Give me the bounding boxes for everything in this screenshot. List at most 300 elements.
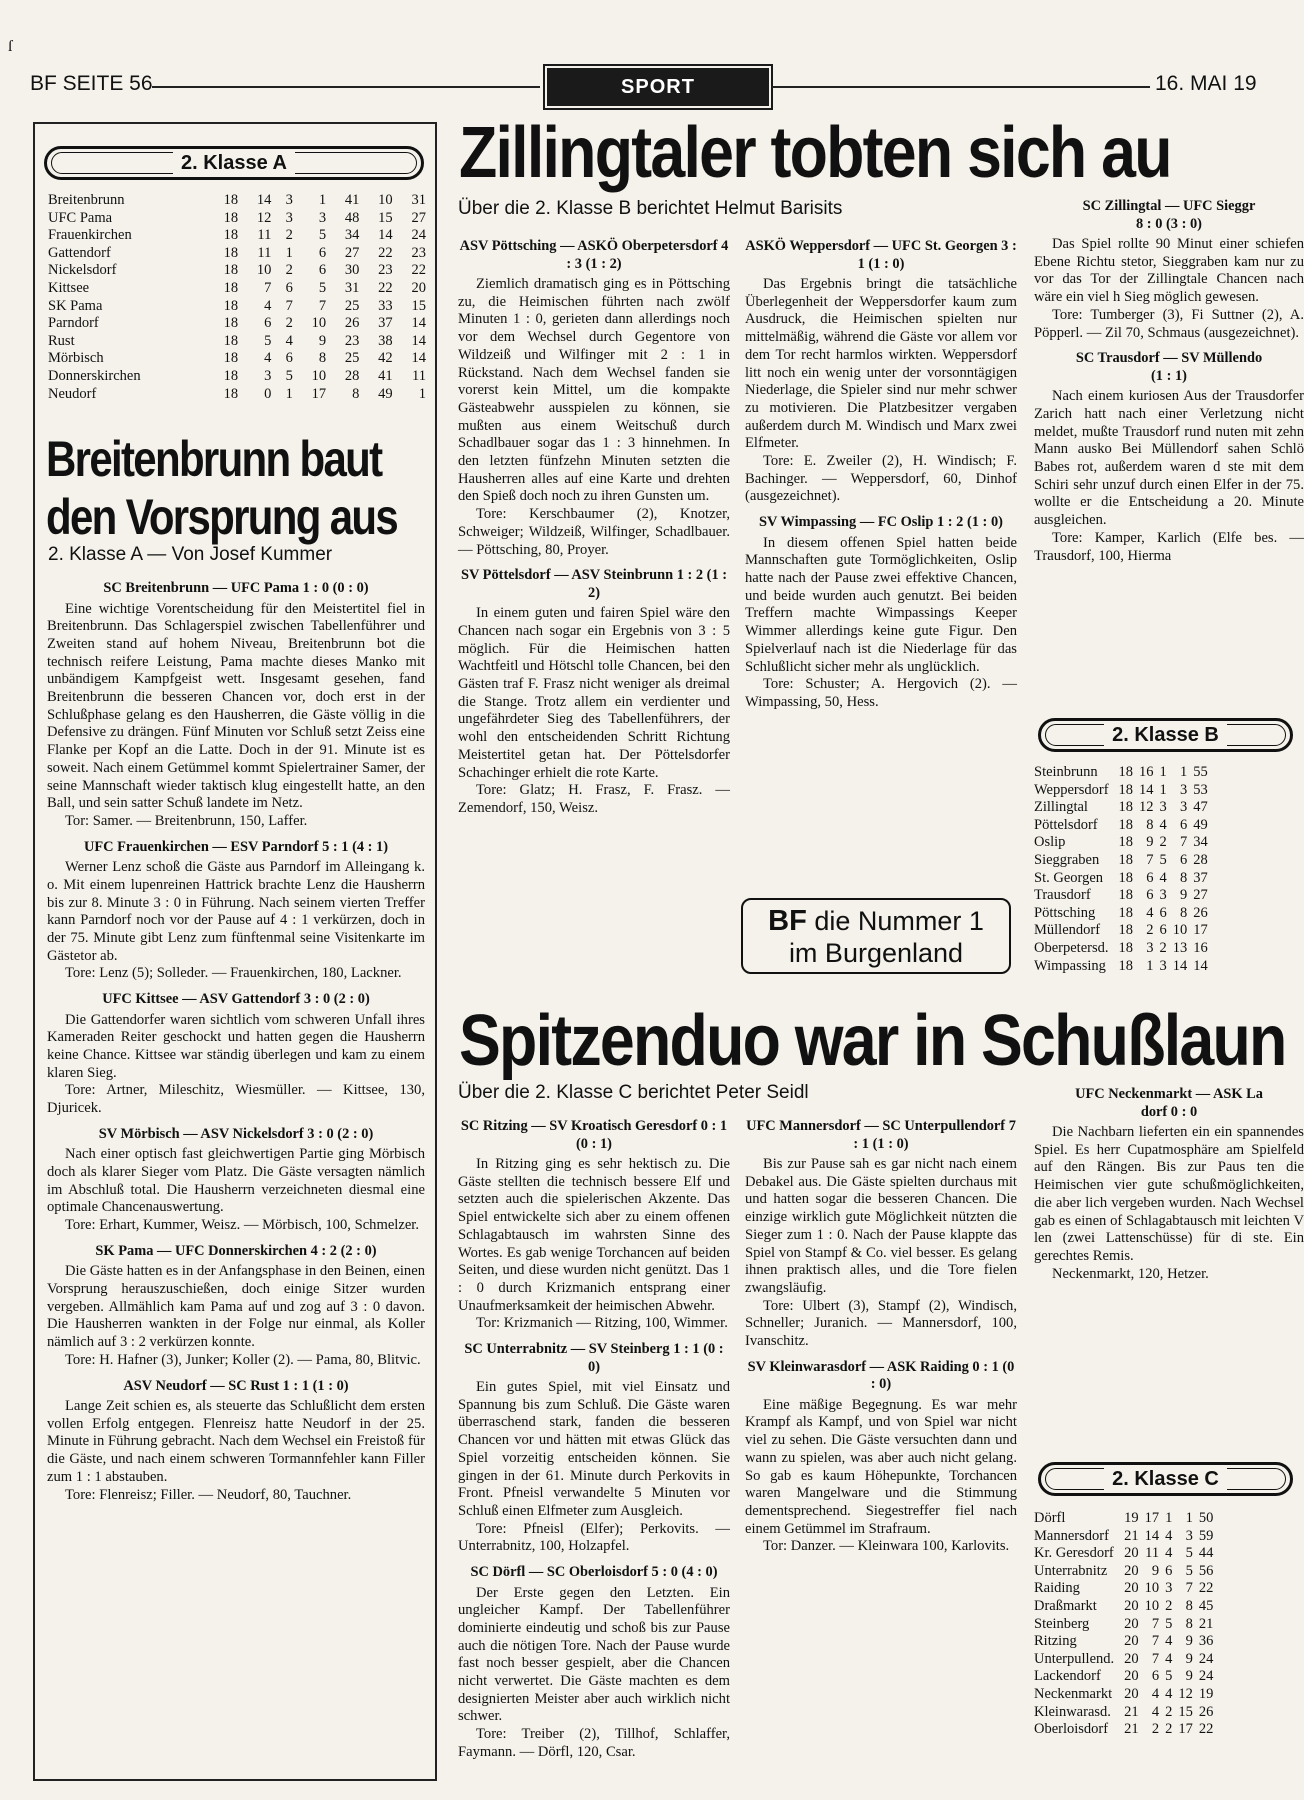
stat-cell: 25 — [344, 350, 360, 367]
stat-cell: 7 — [1151, 1650, 1160, 1667]
team-name: Sieggraben — [1034, 851, 1100, 868]
stat-cell: 8 — [1146, 816, 1154, 833]
team-name: Draßmarkt — [1034, 1597, 1097, 1614]
stat-cell: 9 — [1151, 1562, 1160, 1579]
stat-cell: 18 — [223, 315, 239, 332]
stat-cell: 5 — [1165, 1615, 1173, 1632]
stat-cell: 7 — [318, 297, 327, 314]
stat-cell: 4 — [285, 332, 293, 349]
stat-cell: 10 — [1144, 1580, 1160, 1597]
stat-cell: 3 — [285, 192, 293, 208]
stat-cell: 2 — [1165, 1721, 1173, 1738]
team-name: Dörfl — [1034, 1510, 1066, 1526]
match-scorers: Tore: Kerschbaumer (2), Knotzer, Schweiger; Wildzeiß, Wilfinger, Schadlbauer. — Pöttsching, 80, Proyer. — [458, 506, 730, 558]
stat-cell: 20 — [1124, 1668, 1139, 1685]
stat-cell: 4 — [1165, 1527, 1173, 1544]
stat-cell: 6 — [1159, 904, 1167, 921]
stat-cell: 9 — [1146, 834, 1154, 851]
table-row — [1034, 905, 1208, 923]
headline-a-line1: Breitenbrunn baut — [46, 431, 382, 487]
match-title: ASV Neudorf — SC Rust 1 : 1 (1 : 0) — [123, 1377, 349, 1394]
stat-cell: 3 — [264, 367, 272, 384]
stat-cell: 4 — [264, 297, 272, 314]
team-name: Ritzing — [1034, 1633, 1077, 1650]
stat-cell: 1 — [418, 385, 426, 402]
stat-cell: 12 — [256, 209, 272, 226]
table-row — [1034, 1598, 1213, 1616]
match-scorers: Tor: Danzer. — Kleinwara 100, Karlovits. — [763, 1538, 1010, 1555]
stat-cell: 6 — [1165, 1562, 1173, 1579]
match-report: Nach einer optisch fast gleichwertigen Partie ging Mörbisch doch als klarer Sieger vom Platz. Die Gäste versagten nämlich im Abschluß total. Die Hausherrn verzeichneten diesmal eine optimale Chancenauswertung. — [47, 1146, 425, 1216]
stat-cell: 1 — [1159, 781, 1167, 798]
stat-cell: 18 — [1118, 869, 1134, 886]
table-row — [1034, 887, 1208, 905]
match-scorers: Tore: Lenz (5); Solleder. — Frauenkirchen, 180, Lackner. — [65, 965, 402, 982]
stat-cell: 37 — [1193, 869, 1208, 886]
team-name: Steinbrunn — [1034, 764, 1098, 780]
stat-cell: 6 — [285, 350, 293, 367]
table-b-clip — [1030, 712, 1270, 984]
table-row — [48, 386, 426, 404]
stat-cell: 4 — [1159, 869, 1167, 886]
stat-cell: 1 — [285, 385, 293, 402]
stat-cell: 16 — [1139, 764, 1154, 780]
stat-cell: 18 — [1118, 939, 1134, 956]
stat-cell: 6 — [318, 262, 327, 279]
stat-cell: 22 — [1198, 1721, 1214, 1738]
stat-cell: 18 — [223, 279, 239, 296]
stat-cell: 18 — [1118, 922, 1134, 939]
match-scorers: Tore: H. Hafner (3), Junker; Koller (2). — Pama, 80, Blitvic. — [65, 1351, 421, 1368]
stat-cell: 9 — [1185, 1633, 1193, 1650]
stat-cell: 25 — [344, 297, 360, 314]
stat-cell: 22 — [378, 279, 393, 296]
stat-cell: 2 — [1151, 1721, 1160, 1738]
stat-cell: 49 — [1193, 816, 1208, 833]
stat-cell: 20 — [1124, 1597, 1139, 1614]
stat-cell: 12 — [1139, 799, 1154, 816]
stat-cell: 4 — [1165, 1685, 1173, 1702]
team-name: Pöttsching — [1034, 904, 1096, 921]
table-row — [1034, 1704, 1213, 1722]
article-b-column-1 — [458, 230, 730, 820]
match-scorers: Tore: Tumberger (3), Fi Suttner (2), A. Pöpperl. — Zil 70, Schmaus (ausgezeichnet). — [1034, 306, 1304, 341]
match-report: Bis zur Pause sah es gar nicht nach einem Debakel aus. Die Gäste spielten durchaus mit und hatten sogar die besseren Chancen. Die einzige wirklich gute Möglichkeit nützten die Sieger zum 1 : 0. Nach der Pause klappte das Spiel von Stampf & Co. viel besser. Es gelang ihnen praktisch alles, und die Tore fielen zwangsläufig. — [745, 1156, 1017, 1296]
stat-cell: 0 — [264, 385, 272, 402]
stat-cell: 10 — [378, 192, 393, 208]
stat-cell: 10 — [256, 262, 272, 279]
stat-cell: 6 — [1180, 851, 1188, 868]
match-title: SV Mörbisch — ASV Nickelsdorf 3 : 0 (2 : 0) — [98, 1125, 374, 1142]
match-title: SC Zillingtal — UFC Sieggr 8 : 0 (3 : 0) — [1082, 198, 1256, 232]
page-label: BF SEITE 56 — [30, 72, 153, 95]
table-row — [1034, 782, 1208, 800]
stat-cell: 1 — [1180, 764, 1188, 780]
standings-title-a: 2. Klasse A — [44, 146, 424, 180]
table-row — [48, 315, 426, 333]
stat-cell: 11 — [1145, 1545, 1160, 1562]
stat-cell: 13 — [1172, 939, 1188, 956]
stat-cell: 18 — [223, 209, 239, 226]
table-row — [1034, 1545, 1213, 1563]
match-report: In Ritzing ging es sehr hektisch zu. Die Gäste stellten die technisch bessere Elf und setzten auch die spielerischen Akzente. Das Spiel entwickelte sich aber zu einem offenen Schlagabtausch im wahrsten Sinne des Wortes. Es gab wenige Torchancen auf beiden Seiten, und diese wurden nicht genützt. Das 1 : 0 durch Krizmanich entsprang einer Unaufmerksamkeit der heimischen Abwehr. — [458, 1156, 730, 1314]
team-name: Donnerskirchen — [48, 367, 141, 384]
match-title: ASKÖ Weppersdorf — UFC St. Georgen 3 : 1 (1 : 0) — [745, 238, 1017, 272]
stat-cell: 44 — [1198, 1545, 1214, 1562]
match-scorers: Tore: Erhart, Kummer, Weisz. — Mörbisch, 100, Schmelzer. — [65, 1217, 420, 1234]
table-row — [48, 245, 426, 263]
stat-cell: 18 — [223, 385, 239, 402]
stat-cell: 19 — [1124, 1510, 1139, 1526]
match-report: Ein gutes Spiel, mit viel Einsatz und Spannung bis zum Schluß. Die Gäste waren überraschend stark, fanden die besseren Chancen vor und hätten mit etwas Glück das Spiel vorzeitig entscheiden können. Sie gingen in der 61. Minute durch Perkovits in Front. Pfneisl verwandelte 5 Minuten vor Schluß einen Elfmeter zum Ausgleich. — [458, 1379, 730, 1519]
stat-cell: 1 — [1146, 957, 1154, 974]
stat-cell: 3 — [1185, 1527, 1193, 1544]
stat-cell: 4 — [1165, 1545, 1173, 1562]
match-report: Nach einem kuriosen Aus der Trausdorfer Zarich hatt nach einer Verletzung nicht meldet, mußte Trausdorf rund nuten mit zehn Mann ausko Bei Müllendorf sahen Schlö Babes rot, außerdem waren d ste mit dem Schiri sehr unzuf durch einen Elfer in der 75. wollte er die Entscheidung a 20. Minute ausgleichen. — [1034, 388, 1304, 529]
stat-cell: 18 — [1118, 781, 1134, 798]
team-name: Steinberg — [1034, 1615, 1090, 1632]
article-b-col3-clip — [1030, 190, 1304, 730]
stat-cell: 24 — [1198, 1668, 1214, 1685]
stat-cell: 3 — [1159, 887, 1167, 904]
article-c-column-3 — [1034, 1078, 1304, 1285]
stat-cell: 4 — [1159, 816, 1167, 833]
table-row — [1034, 1563, 1213, 1581]
table-row — [1034, 1580, 1213, 1598]
stat-cell: 14 — [378, 227, 393, 244]
stat-cell: 4 — [1146, 904, 1154, 921]
stat-cell: 45 — [1198, 1597, 1214, 1614]
stat-cell: 18 — [1118, 799, 1134, 816]
section-badge: SPORT — [547, 68, 769, 106]
stat-cell: 30 — [344, 262, 360, 279]
stat-cell: 41 — [378, 367, 393, 384]
stat-cell: 50 — [1198, 1510, 1214, 1526]
stat-cell: 20 — [1124, 1545, 1139, 1562]
table-row — [1034, 1616, 1213, 1634]
match-report: Eine wichtige Vorentscheidung für den Meistertitel fiel in Breitenbrunn. Das Schlagerspiel zwischen Tabellenführer und Zweiten stand auf hohem Niveau, Breitenbrunn bot die technisch reifere Leistung, Pama machte dieses Manko mit unbändigem Kampfgeist wett. Insgesamt gesehen, fand Breitenbrunn die besseren Chancen vor, doch erst in der Schlußphase gelang es den Hausherren, die Gäste völlig in die Defensive zu drängen. Fünf Minuten vor Schluß setzt Zeiss eine Flanke per Kopf an die Latte. Doch in der 91. Minute ist es soweit. Nach einem Getümmel kommt Spielertrainer Samer, der seine Mannschaft wieder taktisch klug eingestellt hatte, an den Ball, und sein satter Schuß landete im Netz. — [47, 600, 425, 812]
stat-cell: 18 — [1118, 834, 1134, 851]
match-scorers: Tore: Kamper, Karlich (Elfe bes. — Trausdorf, 100, Hierma — [1034, 529, 1304, 564]
team-name: Lackendorf — [1034, 1668, 1101, 1685]
table-row — [48, 350, 426, 368]
match-report: Lange Zeit schien es, als steuerte das Schlußlicht dem ersten vollen Erfolg entgegen. Flenreisz hatte Neudorf in der 25. Minute in Führung gebracht. Nach dem Wechsel ein Freistoß für die Gäste, und nach einem schweren Tormannfehler kann Filler zum 1 : 1 abstauben. — [47, 1398, 425, 1485]
match-title: SV Kleinwarasdorf — ASK Raiding 0 : 1 (0 : 0) — [747, 1358, 1015, 1393]
stat-cell: 5 — [1185, 1562, 1193, 1579]
table-row — [1034, 1633, 1213, 1651]
stat-cell: 2 — [285, 315, 293, 332]
stat-cell: 17 — [1144, 1510, 1160, 1526]
team-name: St. Georgen — [1034, 869, 1104, 886]
stat-cell: 5 — [1165, 1668, 1173, 1685]
stat-cell: 10 — [311, 367, 327, 384]
match-title: SC Unterrabnitz — SV Steinberg 1 : 1 (0 : 0) — [464, 1341, 724, 1375]
promo-line2: im Burgenland — [788, 938, 964, 968]
headline-c: Spitzenduo war in Schußlaun — [459, 1001, 1286, 1081]
table-row — [1034, 1668, 1213, 1686]
match-scorers: Tore: Artner, Mileschitz, Wiesmüller. — Kittsee, 130, Djuricek. — [47, 1082, 425, 1117]
match-report: Das Ergebnis bringt die tatsächliche Überlegenheit der Weppersdorfer kaum zum Ausdruck, die Heimischen spielten nur mittelmäßig, während die Gäste vor allem vor dem Tor recht harmlos wirkten. Weppersdorf litt noch ein wenig unter der vorsonntägigen Niederlage, die Spieler sind nur mehr schwer zu motivieren. Die Platzbesitzer vergaben außerdem durch M. Windisch und Marx zwei Elfmeter. — [745, 276, 1017, 452]
team-name: Oberpetersd. — [1034, 939, 1109, 956]
stat-cell: 18 — [1118, 851, 1134, 868]
stat-cell: 31 — [411, 192, 426, 208]
stat-cell: 3 — [285, 209, 293, 226]
stat-cell: 18 — [223, 332, 239, 349]
stat-cell: 10 — [311, 315, 327, 332]
stat-cell: 33 — [378, 297, 393, 314]
stat-cell: 4 — [1151, 1703, 1160, 1720]
stat-cell: 20 — [1124, 1685, 1139, 1702]
stat-cell: 14 — [411, 350, 426, 367]
stat-cell: 23 — [378, 262, 393, 279]
match-title: UFC Mannersdorf — SC Unterpullendorf 7 : 1 (1 : 0) — [746, 1118, 1016, 1152]
stat-cell: 7 — [1151, 1615, 1160, 1632]
article-a-column — [47, 572, 425, 1506]
stat-cell: 5 — [318, 279, 327, 296]
stat-cell: 15 — [1178, 1703, 1193, 1720]
stat-cell: 12 — [1178, 1685, 1193, 1702]
stat-cell: 23 — [344, 332, 360, 349]
stat-cell: 18 — [1118, 816, 1134, 833]
table-row — [1034, 834, 1208, 852]
stat-cell: 1 — [1185, 1510, 1193, 1526]
standings-title-c: 2. Klasse C — [1038, 1462, 1293, 1496]
match-scorers: Tore: E. Zweiler (2), H. Windisch; F. Bachinger. — Weppersdorf, 60, Dinhof (ausgezeichnet). — [745, 453, 1017, 505]
stat-cell: 7 — [1146, 851, 1154, 868]
match-report: Ziemlich dramatisch ging es in Pöttsching zu, die Heimischen führten nach zwölf Minuten 1 : 0, gerieten dann allerdings noch vor dem Wechsel durch Gegentore von Wildzeiß und Wilfinger mit 2 : 1 in Rückstand. Nach dem Wechsel fanden sie vorerst kein Mittel, um die kompakte Gästeabwehr ausspielen zu können, sie mußten aus einem Weitschuß durch Schadlbauer sogar das 1 : 3 hinnehmen. In den letzten fünfzehn Minuten setzten die Hausherren alles auf eine Karte und drehten den Spieß doch noch zu ihren Gunsten um. — [458, 276, 730, 505]
table-row — [48, 210, 426, 228]
stat-cell: 10 — [1144, 1597, 1160, 1614]
team-name: Gattendorf — [48, 244, 111, 261]
headline-a-line2: den Vorsprung aus — [46, 489, 398, 545]
stat-cell: 6 — [1180, 816, 1188, 833]
stat-cell: 42 — [378, 350, 393, 367]
stat-cell: 10 — [1172, 922, 1188, 939]
stat-cell: 3 — [1146, 939, 1154, 956]
stat-cell: 7 — [1180, 834, 1188, 851]
team-name: Unterpullend. — [1034, 1650, 1115, 1667]
stat-cell: 22 — [378, 244, 393, 261]
stat-cell: 2 — [285, 262, 293, 279]
stat-cell: 28 — [344, 367, 360, 384]
stat-cell: 8 — [1180, 904, 1188, 921]
team-name: Wimpassing — [1034, 957, 1106, 974]
table-row — [1034, 1721, 1213, 1739]
table-row — [48, 333, 426, 351]
stat-cell: 6 — [318, 244, 327, 261]
match-title: SC Breitenbrunn — UFC Pama 1 : 0 (0 : 0) — [103, 580, 369, 596]
stat-cell: 7 — [1151, 1633, 1160, 1650]
match-report: Der Erste gegen den Letzten. Ein ungleicher Kampf. Der Tabellenführer dominierte eindeutig und schoß bis zur Pause auch die nötigen Tore. Nach der Pause wurde fast noch besser gespielt, aber die Chancen nicht verwertet. Die Gäste machten es dem designierten Meister aber auch wirklich nicht schwer. — [458, 1584, 730, 1725]
match-title: SC Ritzing — SV Kroatisch Geresdorf 0 : 1 (0 : 1) — [460, 1118, 728, 1152]
table-row — [48, 298, 426, 316]
stat-cell: 21 — [1198, 1615, 1214, 1632]
promo-box — [741, 898, 1011, 974]
stat-cell: 2 — [285, 227, 293, 244]
stat-cell: 20 — [411, 279, 426, 296]
stat-cell: 37 — [378, 315, 393, 332]
stat-cell: 27 — [411, 209, 426, 226]
stat-cell: 11 — [257, 244, 272, 261]
standings-table-a — [48, 192, 426, 403]
table-row — [1034, 1651, 1213, 1669]
stat-cell: 3 — [1165, 1580, 1173, 1597]
headline-b: Zillingtaler tobten sich au — [459, 113, 1171, 193]
stat-cell: 8 — [1185, 1615, 1193, 1632]
stat-cell: 7 — [264, 279, 272, 296]
stat-cell: 21 — [1124, 1703, 1139, 1720]
stat-cell: 48 — [344, 209, 360, 226]
team-name: Neckenmarkt — [1034, 1685, 1113, 1702]
stat-cell: 15 — [411, 297, 426, 314]
table-row — [1034, 799, 1208, 817]
table-row — [1034, 1686, 1213, 1704]
stat-cell: 9 — [1185, 1668, 1193, 1685]
stat-cell: 27 — [1193, 887, 1208, 904]
match-report: Werner Lenz schoß die Gäste aus Parndorf im Alleingang k. o. Mit einem lupenreinen Hattrick brachte Lenz die Hausherrn bis zur 8. Minute 3 : 0 in Führung. Nach seinem vierten Treffer kann Parndorf noch vor der Pause auf 4 : 1 verkürzen, doch in der 75. Minute gibt Lenz zum fünftenmal seine Visitenkarte im Gästetor ab. — [47, 859, 425, 964]
stat-cell: 36 — [1198, 1633, 1214, 1650]
team-name: Oberloisdorf — [1034, 1721, 1109, 1738]
promo-logo: BF — [768, 905, 807, 937]
table-row — [1034, 870, 1208, 888]
byline-a: 2. Klasse A — Von Josef Kummer — [48, 544, 333, 565]
stat-cell: 8 — [352, 385, 360, 402]
table-row — [1034, 1510, 1213, 1528]
header-rule-right — [772, 86, 1150, 88]
team-name: Mörbisch — [48, 350, 104, 367]
team-name: Weppersdorf — [1034, 781, 1109, 798]
team-name: Kittsee — [48, 279, 90, 296]
article-c-column-1 — [458, 1110, 730, 1764]
stat-cell: 14 — [1172, 957, 1188, 974]
match-scorers: Tor: Krizmanich — Ritzing, 100, Wimmer. — [476, 1315, 728, 1332]
standings-table-b — [1034, 764, 1208, 975]
stat-cell: 24 — [1198, 1650, 1214, 1667]
stat-cell: 11 — [257, 227, 272, 244]
team-name: Neudorf — [48, 385, 97, 402]
stat-cell: 26 — [344, 315, 360, 332]
stat-cell: 5 — [318, 227, 327, 244]
stat-cell: 11 — [412, 367, 426, 384]
article-b-column-2 — [745, 230, 1017, 714]
stat-cell: 9 — [1185, 1650, 1193, 1667]
stat-cell: 14 — [411, 315, 426, 332]
byline-c: Über die 2. Klasse C berichtet Peter Seidl — [458, 1082, 809, 1103]
match-report: Das Spiel rollte 90 Minut einer schiefen Ebene Richtu stetor, Sieggraben kam nur zu vor das Tor der Zillingtale Chancen nach wäre ein viel h Sieg möglich gewesen. — [1034, 236, 1304, 306]
stat-cell: 2 — [1146, 922, 1154, 939]
stat-cell: 1 — [285, 244, 293, 261]
stat-cell: 5 — [1159, 851, 1167, 868]
stat-cell: 20 — [1124, 1562, 1139, 1579]
article-c-col3-clip — [1030, 1078, 1304, 1458]
stat-cell: 2 — [1159, 834, 1167, 851]
team-name: Mannersdorf — [1034, 1527, 1109, 1544]
stat-cell: 1 — [1165, 1510, 1173, 1526]
stat-cell: 7 — [285, 297, 293, 314]
match-scorers: Tor: Samer. — Breitenbrunn, 150, Laffer. — [65, 812, 308, 829]
stat-cell: 5 — [285, 367, 293, 384]
stat-cell: 7 — [1185, 1580, 1193, 1597]
table-row — [48, 227, 426, 245]
table-row — [48, 280, 426, 298]
stat-cell: 20 — [1124, 1633, 1139, 1650]
stat-cell: 14 — [1144, 1527, 1160, 1544]
stat-cell: 5 — [1185, 1545, 1193, 1562]
stat-cell: 34 — [1193, 834, 1208, 851]
promo-line1: die Nummer 1 — [814, 906, 984, 936]
stat-cell: 9 — [318, 332, 327, 349]
stat-cell: 17 — [1178, 1721, 1193, 1738]
stat-cell: 4 — [1151, 1685, 1160, 1702]
table-row — [1034, 922, 1208, 940]
stat-cell: 18 — [223, 297, 239, 314]
team-name: Kleinwarasd. — [1034, 1703, 1111, 1720]
stat-cell: 2 — [1159, 939, 1167, 956]
team-name: Raiding — [1034, 1580, 1080, 1597]
stat-cell: 3 — [318, 209, 327, 226]
match-title: ASV Pöttsching — ASKÖ Oberpetersdorf 4 : 3 (1 : 2) — [459, 238, 729, 272]
match-report: Eine mäßige Begegnung. Es war mehr Krampf als Kampf, und von Spiel war nicht viel zu sehen. Die Gäste versuchten dann und wann zu spielen, was aber auch nicht gelang. So gab es kaum Höhepunkte, Torchancen waren Mangelware und die Stimmung dementsprechend. Siegestreffer fiel nach einem Getümmel im Strafraum. — [745, 1396, 1017, 1537]
article-c-column-2 — [745, 1110, 1017, 1558]
stat-cell: 6 — [285, 279, 293, 296]
match-title: UFC Frauenkirchen — ESV Parndorf 5 : 1 (4 : 1) — [83, 838, 389, 855]
headline-b-clip — [455, 112, 1270, 192]
stat-cell: 4 — [1165, 1633, 1173, 1650]
match-scorers: Tore: Flenreisz; Filler. — Neudorf, 80, Tauchner. — [65, 1486, 352, 1503]
team-name: SK Pama — [48, 297, 103, 314]
stat-cell: 27 — [344, 244, 360, 261]
stat-cell: 20 — [1124, 1615, 1139, 1632]
match-scorers: Tore: Schuster; A. Hergovich (2). — Wimpassing, 50, Hess. — [745, 676, 1017, 710]
stat-cell: 6 — [1146, 887, 1154, 904]
stat-cell: 14 — [256, 192, 272, 208]
stat-cell: 14 — [1193, 957, 1208, 974]
stat-cell: 31 — [344, 279, 360, 296]
stat-cell: 21 — [1124, 1721, 1139, 1738]
table-c-clip — [1030, 1456, 1270, 1796]
stat-cell: 34 — [344, 227, 360, 244]
stat-cell: 18 — [223, 350, 239, 367]
table-row — [1034, 1528, 1213, 1546]
stat-cell: 8 — [1180, 869, 1188, 886]
stat-cell: 22 — [411, 262, 426, 279]
stat-cell: 2 — [1165, 1703, 1173, 1720]
stat-cell: 1 — [1159, 764, 1167, 780]
stat-cell: 56 — [1198, 1562, 1214, 1579]
stat-cell: 26 — [1198, 1703, 1214, 1720]
table-row — [48, 262, 426, 280]
stat-cell: 17 — [311, 385, 327, 402]
match-title: UFC Neckenmarkt — ASK La dorf 0 : 0 — [1075, 1086, 1263, 1120]
table-row — [1034, 852, 1208, 870]
team-name: Rust — [48, 332, 75, 349]
stat-cell: 22 — [1198, 1580, 1214, 1597]
match-title: SK Pama — UFC Donnerskirchen 4 : 2 (2 : 0) — [95, 1242, 377, 1259]
match-report: Die Gäste hatten es in der Anfangsphase in den Beinen, einen Vorsprung herauszuschießen, doch einige Sitzer wurden vergeben. Allmählich kam Pama auf und zog auf 3 : 0 davon. Die Hausherren wankten in der Folge nur einmal, als Koller nämlich auf 3 : 2 verkürzen konnte. — [47, 1263, 425, 1351]
stat-cell: 6 — [1159, 922, 1167, 939]
stat-cell: 21 — [1124, 1527, 1139, 1544]
match-report: Die Gattendorfer waren sichtlich vom schweren Unfall ihres Kameraden Reiter geschockt und hatten gegen die Hausherrn keine Chance. Kittsee war ständig überlegen und kam zu einem klaren Sieg. — [47, 1011, 425, 1081]
stat-cell: 24 — [411, 227, 426, 244]
stat-cell: 2 — [1165, 1597, 1173, 1614]
match-title: SC Trausdorf — SV Müllendo (1 : 1) — [1075, 350, 1263, 384]
match-scorers: Tore: Ulbert (3), Stampf (2), Windisch, Schneller; Juranich. — Mannersdorf, 100, Ivanschitz. — [745, 1297, 1017, 1350]
match-report: Die Nachbarn lieferten ein ein spannendes Spiel. Es herr Cupatmosphäre am Spielfeld auf den Rängen. Bis zur Paus ten die Heimischen vier gute schußmöglichkeiten, die aber lich vergeben wurden. Nach Wechsel gab es einen of Schlagabtausch mit leichten V len (zwei Lattenschüsse) für di ste. Ein gerechtes Remis. — [1034, 1124, 1304, 1264]
stat-cell: 18 — [223, 244, 239, 261]
table-row — [1034, 940, 1208, 958]
standings-table-c — [1034, 1510, 1213, 1739]
match-title: UFC Kittsee — ASV Gattendorf 3 : 0 (2 : 0) — [102, 991, 370, 1008]
